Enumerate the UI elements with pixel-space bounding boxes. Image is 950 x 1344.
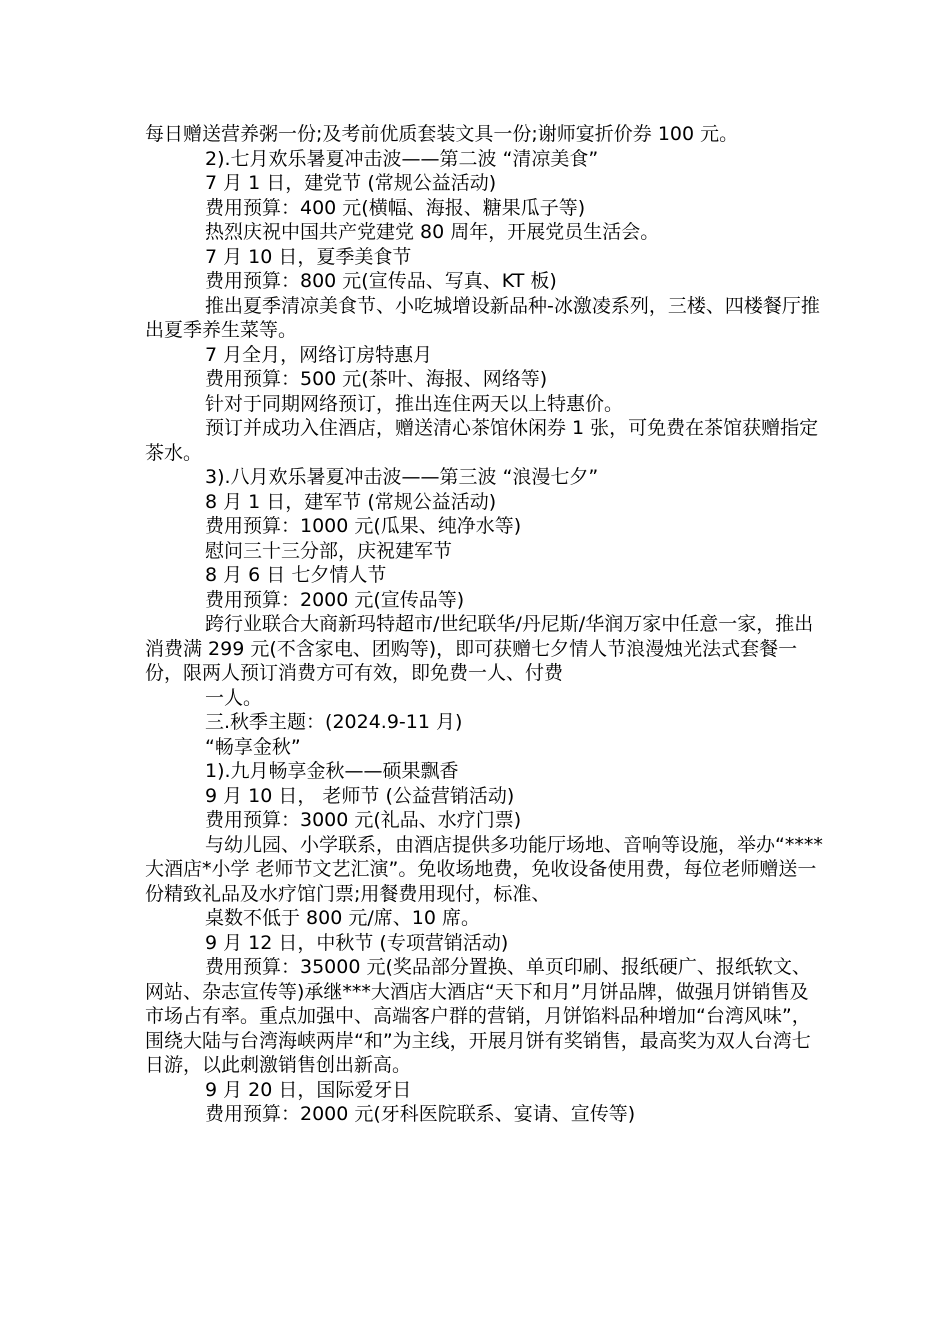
paragraph: 与幼儿园、小学联系，由酒店提供多功能厅场地、音响等设施，举办“****大酒店*小学 老师节文艺汇演”。免收场地费，免收设备使用费，每位老师赠送一份精致礼品及水疗馆门票;用餐费用现付，标准、 (145, 833, 823, 905)
paragraph: 7 月 10 日，夏季美食节 (205, 245, 412, 268)
budget-line: 费用预算：1000 元(瓜果、纯净水等) (205, 515, 522, 537)
budget-line: 费用预算：3000 元(礼品、水疗门票) (205, 809, 522, 831)
paragraph: 慰问三十三分部，庆祝建军节 (205, 539, 453, 562)
paragraph: 9 月 20 日，国际爱牙日 (205, 1078, 412, 1101)
paragraph: 推出夏季清凉美食节、小吃城增设新品种-冰激凌系列，三楼、四楼餐厅推出夏季养生菜等。 (145, 294, 820, 341)
paragraph: 桌数不低于 800 元/席、10 席。 (205, 907, 480, 929)
paragraph: 预订并成功入住酒店，赠送清心茶馆休闲券 1 张，可免费在茶馆获赠指定茶水。 (145, 417, 819, 464)
paragraph: 一人。 (205, 686, 263, 709)
paragraph: 8 月 6 日 七夕情人节 (205, 564, 387, 586)
paragraph: 9 月 10 日， 老师节 (公益营销活动) (205, 784, 515, 807)
budget-line: 费用预算：400 元(横幅、海报、糖果瓜子等) (205, 196, 586, 219)
paragraph: 跨行业联合大商新玛特超市/世纪联华/丹尼斯/华润万家中任意一家，推出消费满 299 元(不含家电、团购等)，即可获赠七夕情人节浪漫烛光法式套餐一份，限两人预订消费方可有效，即免费一人、付费 (145, 613, 814, 684)
section-heading: 3).八月欢乐暑夏冲击波——第三波 “浪漫七夕” (205, 466, 599, 488)
paragraph: 7 月全月，网络订房特惠月 (205, 343, 433, 366)
paragraph: 7 月 1 日，建党节 (常规公益活动) (205, 172, 497, 194)
budget-line: 费用预算：2000 元(牙科医院联系、宴请、宣传等) (205, 1103, 636, 1125)
paragraph: 费用预算：35000 元(奖品部分置换、单页印刷、报纸硬广、报纸软文、网站、杂志宣传等)承继***大酒店大酒店“天下和月”月饼品牌，做强月饼销售及市场占有率。重点加强中、高端客户群的营销，月饼馅料品种增加“台湾风味”，围绕大陆与台湾海峡两岸“和”为主线，开展月饼有奖销售，最高奖为双人台湾七日游，以此刺激销售创出新高。 (145, 956, 811, 1076)
paragraph: 8 月 1 日，建军节 (常规公益活动) (205, 490, 497, 513)
paragraph: 9 月 12 日，中秋节 (专项营销活动) (205, 931, 509, 954)
paragraph: 针对于同期网络预订，推出连住两天以上特惠价。 (205, 392, 624, 415)
section-heading: 1).九月畅享金秋——硕果飘香 (205, 760, 459, 782)
budget-line: 费用预算：2000 元(宣传品等) (205, 588, 465, 611)
section-heading: 三.秋季主题：(2024.9-11 月) (205, 711, 463, 733)
section-heading: “畅享金秋” (205, 735, 301, 758)
budget-line: 费用预算：800 元(宣传品、写真、KT 板) (205, 270, 557, 292)
document-page (145, 122, 825, 1127)
budget-line: 费用预算：500 元(茶叶、海报、网络等) (205, 368, 548, 390)
paragraph: 热烈庆祝中国共产党建党 80 周年，开展党员生活会。 (205, 221, 660, 243)
section-heading: 2).七月欢乐暑夏冲击波——第二波 “清凉美食” (205, 147, 599, 170)
paragraph: 每日赠送营养粥一份;及考前优质套装文具一份;谢师宴折价券 100 元。 (145, 123, 739, 145)
